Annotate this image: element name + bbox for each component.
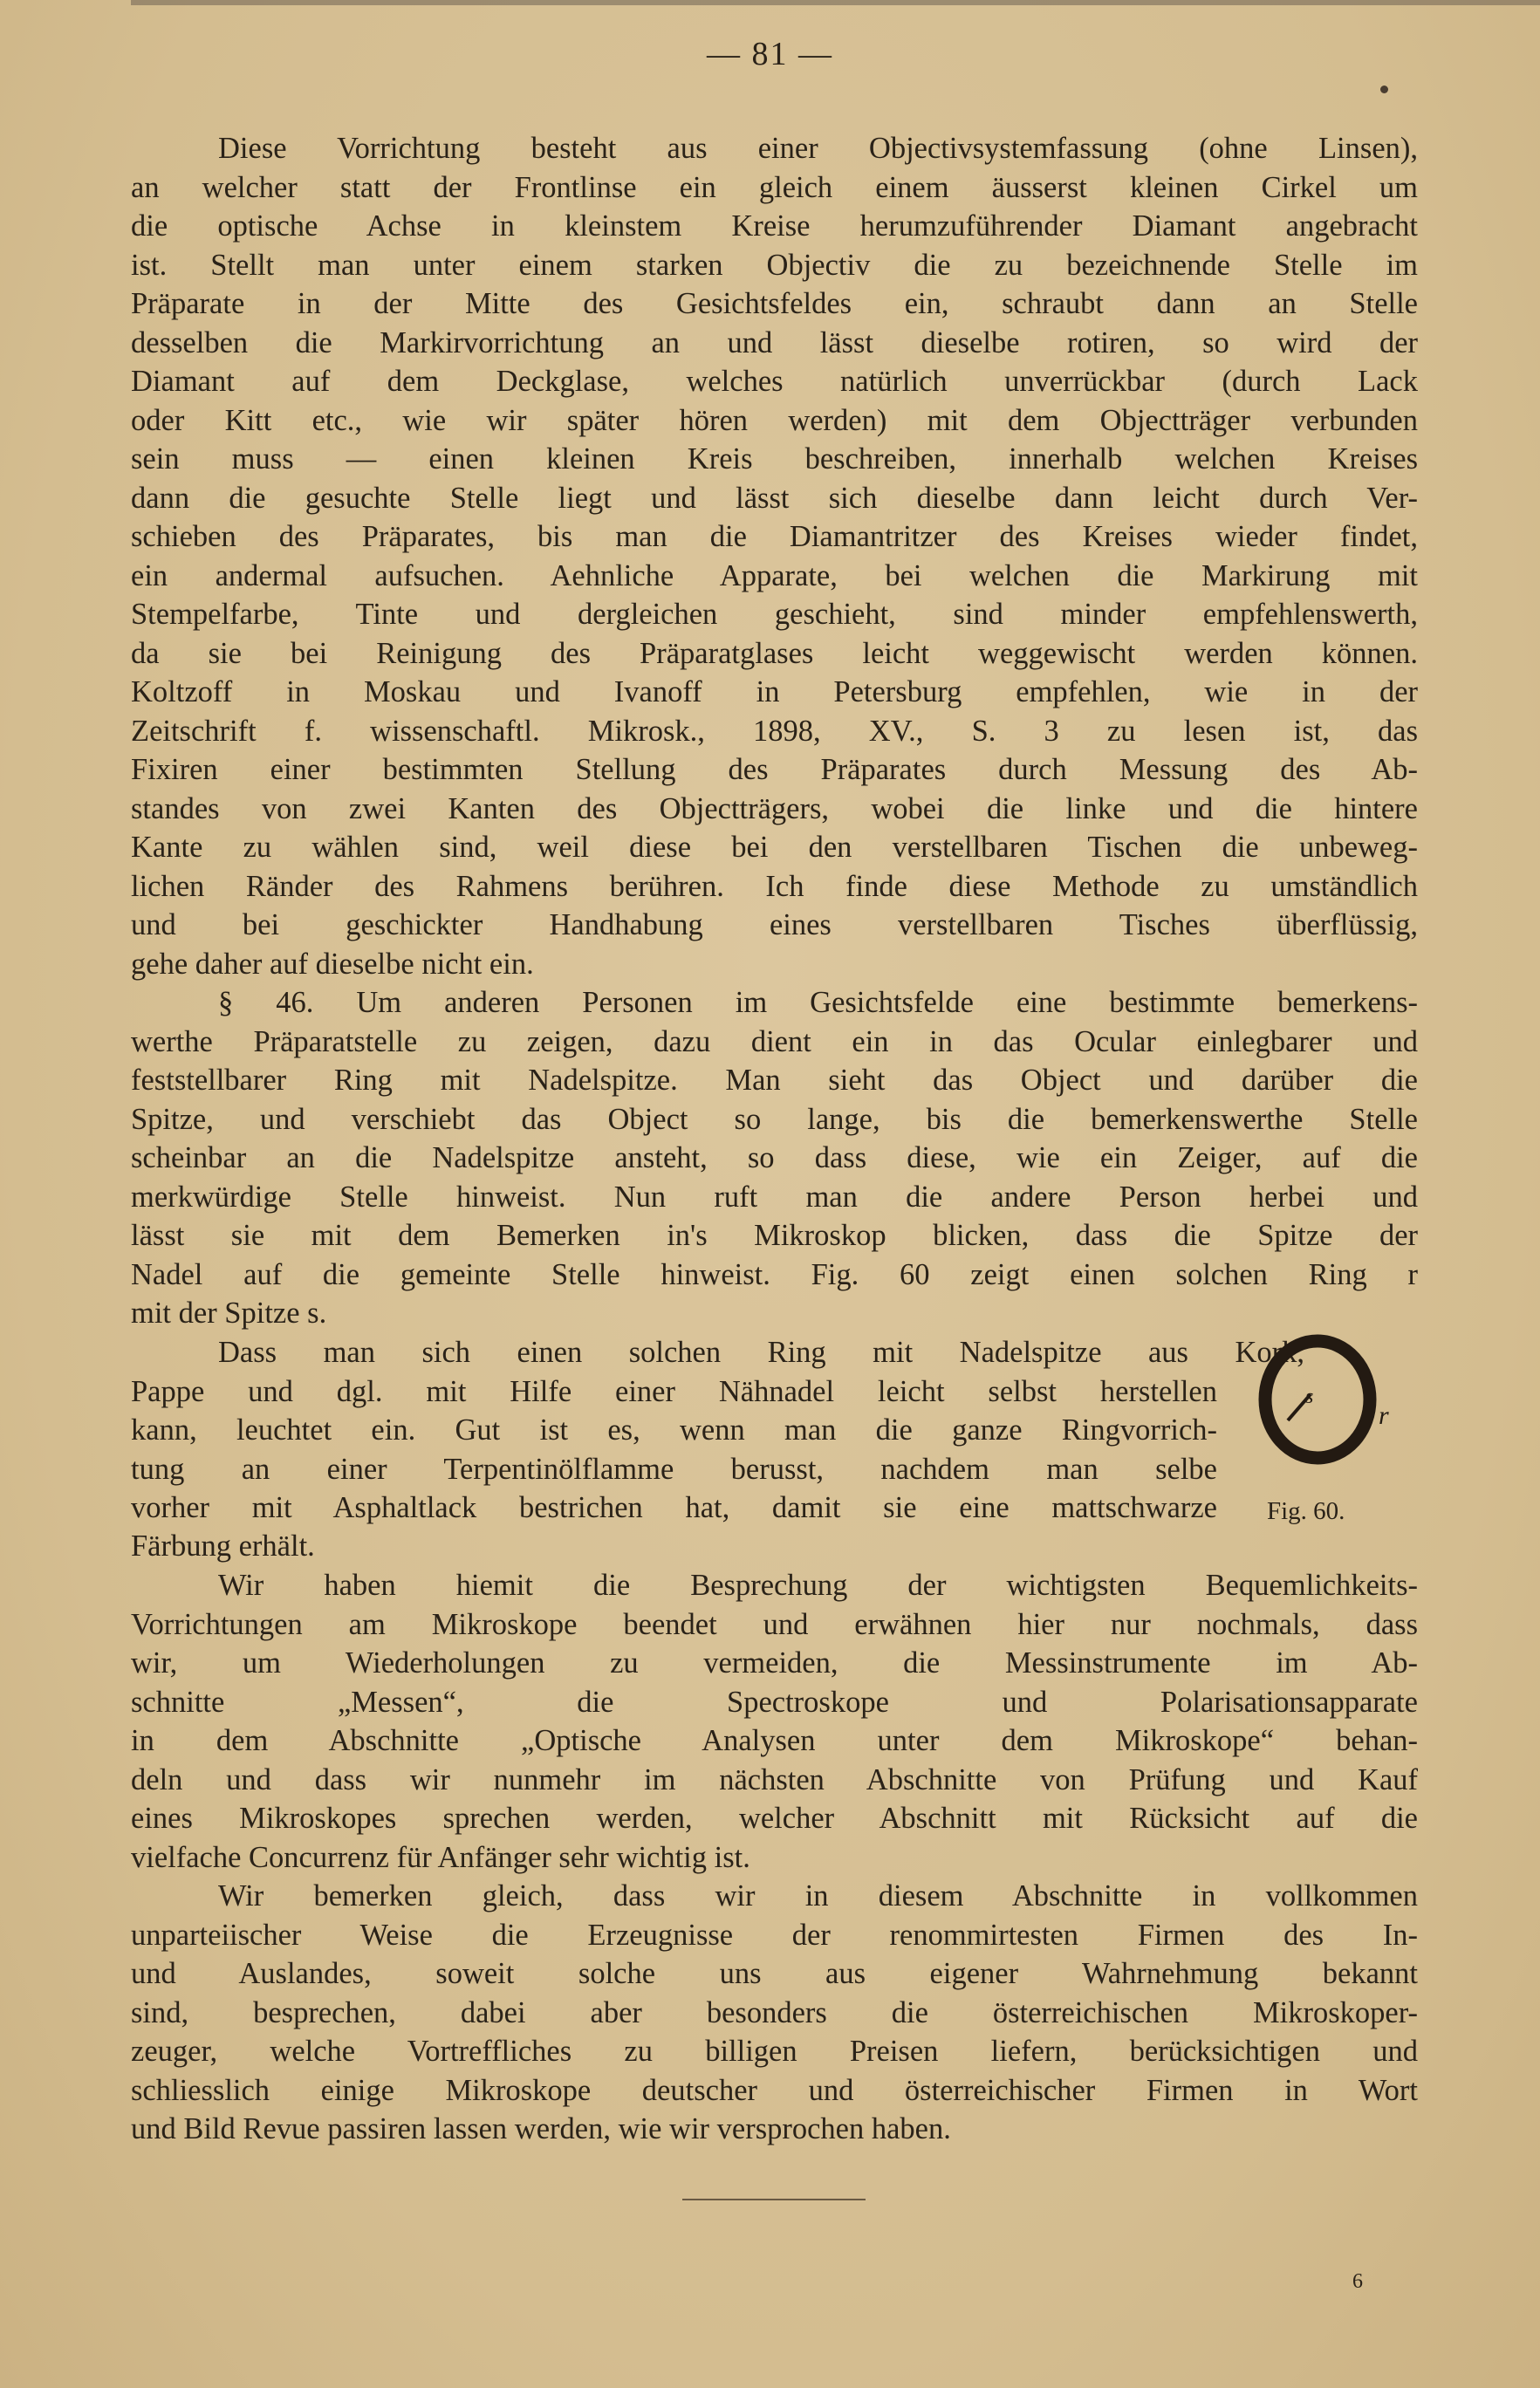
printer-signature-mark: 6	[1352, 2270, 1363, 2293]
text-line: scheinbar an die Nadelspitze ansteht, so dass diese, wie ein Zeiger, auf die	[131, 1141, 1418, 1174]
text-line: Wir haben hiemit die Besprechung der wichtigsten Bequemlichkeits-	[218, 1569, 1418, 1602]
text-line: Pappe und dgl. mit Hilfe einer Nähnadel leicht selbst herstellen	[131, 1374, 1217, 1408]
text-line: die optische Achse in kleinstem Kreise herumzuführender Diamant angebracht	[131, 209, 1418, 243]
text-line: ist. Stellt man unter einem starken Objectiv die zu bezeichnende Stelle im	[131, 248, 1418, 282]
text-line: oder Kitt etc., wie wir später hören werden) mit dem Objectträger verbunden	[131, 403, 1418, 437]
text-line: mit der Spitze s.	[131, 1297, 327, 1330]
text-line: standes von zwei Kanten des Objectträgers, wobei die linke und die hintere	[131, 791, 1418, 825]
ink-dot	[1380, 86, 1388, 93]
figure-label-r: r	[1379, 1401, 1389, 1430]
paragraph-review-note	[131, 1877, 1418, 2149]
text-line: und Auslandes, soweit solche uns aus eigener Wahrnehmung bekannt	[131, 1957, 1418, 1990]
text-line: vielfache Concurrenz für Anfänger sehr wichtig ist.	[131, 1840, 750, 1874]
text-line: kann, leuchtet ein. Gut ist es, wenn man die ganze Ringvorrich-	[131, 1413, 1217, 1447]
text-line: schnitte „Messen“, die Spectroskope und Polarisationsapparate	[131, 1685, 1418, 1719]
text-line: Präparate in der Mitte des Gesichtsfeldes ein, schraubt dann an Stelle	[131, 287, 1418, 320]
text-line: gehe daher auf dieselbe nicht ein.	[131, 947, 534, 981]
section-end-rule	[682, 2199, 866, 2200]
ring-shape	[1265, 1341, 1370, 1458]
text-line: Dass man sich einen solchen Ring mit Nadelspitze aus Kork,	[218, 1336, 1304, 1369]
text-line: zeuger, welche Vortreffliches zu billigen Preisen liefern, berücksichtigen und	[131, 2035, 1418, 2068]
text-line: Fixiren einer bestimmten Stellung des Präparates durch Messung des Ab-	[131, 753, 1418, 786]
paragraph-marking-device	[131, 129, 1418, 983]
text-line: § 46. Um anderen Personen im Gesichtsfelde eine bestimmte bemerkens-	[218, 986, 1418, 1019]
text-line: Wir bemerken gleich, dass wir in diesem Abschnitte in vollkommen	[218, 1879, 1418, 1912]
text-line: merkwürdige Stelle hinweist. Nun ruft man die andere Person herbei und	[131, 1180, 1418, 1214]
text-line: Färbung erhält.	[131, 1529, 315, 1563]
text-line: werthe Präparatstelle zu zeigen, dazu dient ein in das Ocular einlegbarer und	[131, 1024, 1418, 1058]
text-line: schieben des Präparates, bis man die Diamantritzer des Kreises wieder findet,	[131, 520, 1418, 553]
text-line: in dem Abschnitte „Optische Analysen unter dem Mikroskope“ behan-	[131, 1724, 1418, 1757]
text-line: an welcher statt der Frontlinse ein gleich einem äusserst kleinen Cirkel um	[131, 170, 1418, 204]
text-line: Kante zu wählen sind, weil diese bei den verstellbaren Tischen die unbeweg-	[131, 831, 1418, 864]
text-line: unparteiischer Weise die Erzeugnisse der renommirtesten Firmen des In-	[131, 1918, 1418, 1952]
text-line: Nadel auf die gemeinte Stelle hinweist. Fig. 60 zeigt einen solchen Ring r	[131, 1257, 1418, 1291]
figure-label-s: s	[1305, 1386, 1314, 1408]
text-line: da sie bei Reinigung des Präparatglases leicht weggewischt werden können.	[131, 636, 1418, 670]
text-line: Vorrichtungen am Mikroskope beendet und erwähnen hier nur nochmals, dass	[131, 1607, 1418, 1641]
text-line: lichen Ränder des Rahmens berühren. Ich finde diese Methode zu umständlich	[131, 869, 1418, 903]
text-line: tung an einer Terpentinölflamme berusst, nachdem man selbe	[131, 1452, 1217, 1486]
text-line: Diamant auf dem Deckglase, welches natürlich unverrückbar (durch Lack	[131, 365, 1418, 398]
text-line: eines Mikroskopes sprechen werden, welcher Abschnitt mit Rücksicht auf die	[131, 1802, 1418, 1835]
text-line: Koltzoff in Moskau und Ivanoff in Petersburg empfehlen, wie in der	[131, 675, 1418, 708]
text-line: und Bild Revue passiren lassen werden, wie wir versprochen haben.	[131, 2112, 951, 2145]
page-number: — 81 —	[707, 36, 833, 72]
top-edge-rule	[131, 0, 1540, 5]
text-line: desselben die Markirvorrichtung an und lässt dieselbe rotiren, so wird der	[131, 325, 1418, 359]
text-line: Spitze, und verschiebt das Object so lange, bis die bemerkenswerthe Stelle	[131, 1102, 1418, 1136]
paragraph-ring-construction-tail	[131, 1527, 1418, 1566]
text-line: dann die gesuchte Stelle liegt und lässt sich dieselbe dann leicht durch Ver-	[131, 481, 1418, 515]
text-line: und bei geschickter Handhabung eines verstellbaren Tisches überflüssig,	[131, 908, 1418, 941]
text-line: Zeitschrift f. wissenschaftl. Mikrosk., 1898, XV., S. 3 zu lesen ist, das	[131, 714, 1418, 748]
paragraph-ring-construction	[131, 1333, 1418, 1528]
text-line: sein muss — einen kleinen Kreis beschreiben, innerhalb welchen Kreises	[131, 442, 1418, 476]
text-line: schliesslich einige Mikroskope deutscher und österreichischer Firmen in Wort	[131, 2073, 1418, 2107]
text-line: wir, um Wiederholungen zu vermeiden, die Messinstrumente im Ab-	[131, 1646, 1418, 1680]
paragraph-section-46	[131, 983, 1418, 1333]
text-line: lässt sie mit dem Bemerken in's Mikroskop blicken, dass die Spitze der	[131, 1219, 1418, 1252]
paragraph-summary	[131, 1566, 1418, 1877]
text-line: deln und dass wir nunmehr im nächsten Abschnitte von Prüfung und Kauf	[131, 1762, 1418, 1796]
figure-caption: Fig. 60.	[1267, 1497, 1345, 1525]
text-line: vorher mit Asphaltlack bestrichen hat, damit sie eine mattschwarze	[131, 1491, 1217, 1524]
text-line: Stempelfarbe, Tinte und dergleichen geschieht, sind minder empfehlenswerth,	[131, 598, 1418, 631]
text-line: Diese Vorrichtung besteht aus einer Objectivsystemfassung (ohne Linsen),	[218, 132, 1418, 165]
text-line: sind, besprechen, dabei aber besonders die österreichischen Mikroskoper-	[131, 1995, 1418, 2029]
text-line: feststellbarer Ring mit Nadelspitze. Man sieht das Object und darüber die	[131, 1064, 1418, 1097]
text-line: ein andermal aufsuchen. Aehnliche Apparate, bei welchen die Markirung mit	[131, 558, 1418, 592]
